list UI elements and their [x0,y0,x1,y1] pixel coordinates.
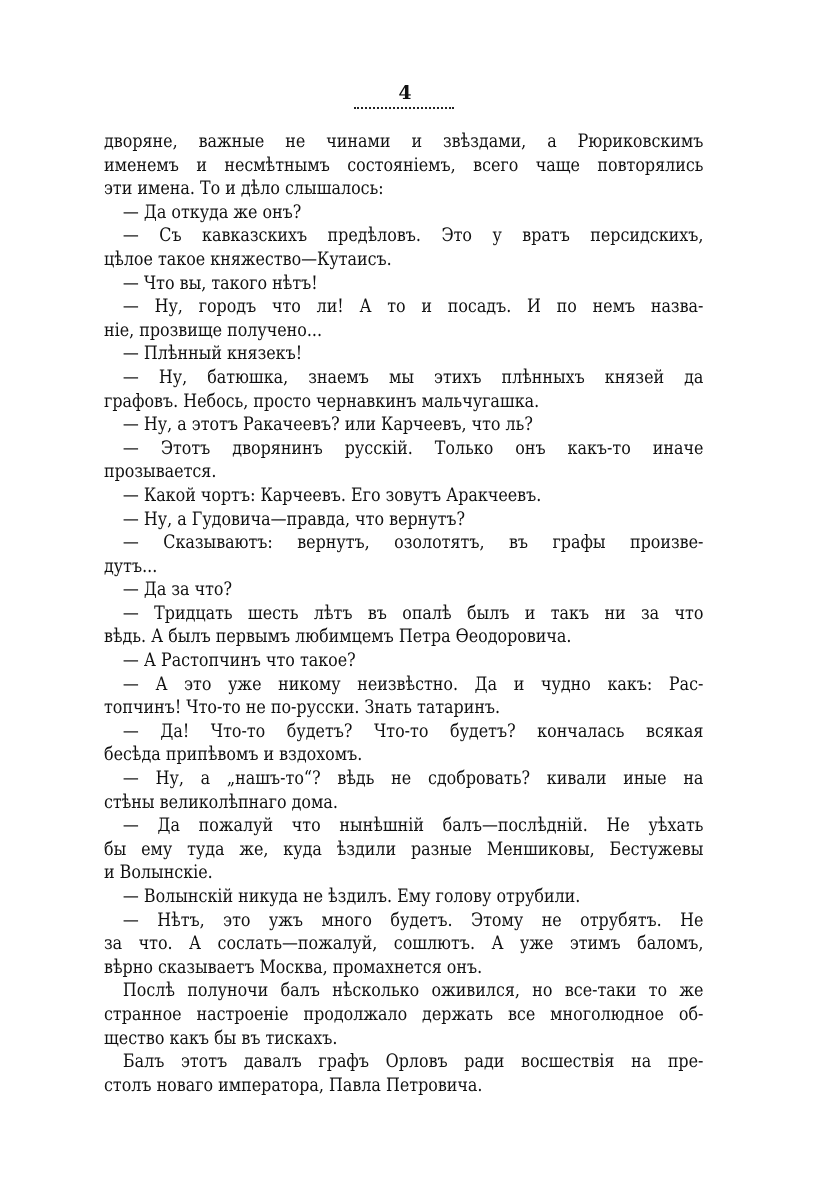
text-line: — Да пожалуй что нынѣшнiй балъ—послѣднiй. Не уѣхать [122,815,704,837]
text-line: — Ну, батюшка, знаемъ мы этихъ плѣнныхъ князей да [122,366,704,388]
text-line: за что. А сослать—пожалуй, сошлютъ. А уже этимъ баломъ, [104,933,704,955]
text-line: — Да откуда же онъ? [122,201,302,223]
text-line: странное настроенiе продолжало держать все многолюдное об- [104,1003,704,1025]
text-line: топчинъ! Что-то не по-русски. Знать татаринъ. [104,697,501,719]
text-line: Балъ этотъ давалъ графъ Орловъ ради восшествiя на пре- [122,1051,704,1073]
text-line: — Нѣтъ, это ужъ много будетъ. Этому не отрубятъ. Не [122,909,704,931]
text-line: — Тридцать шесть лѣтъ въ опалѣ былъ и такъ ни за что [122,602,704,624]
text-line: бы ему туда же, куда ѣздили разные Меншиковы, Бестужевы [104,838,704,860]
text-line: цѣлое такое княжество—Кутаисъ. [104,248,392,270]
text-line: — Да! Что-то будетъ? Что-то будетъ? кончалась всякая [122,720,704,742]
text-line: — Ну, а „нашъ-то“? вѣдь не сдобровать? кивали иные на [122,768,704,790]
page-text [104,130,704,1097]
text-line: нiе, прозвище получено... [104,319,323,341]
text-line: вѣрно сказываетъ Москва, промахнется онъ. [104,956,483,978]
text-line: графовъ. Небось, просто чернавкинъ мальчугашка. [104,390,540,412]
text-line: — Съ кавказскихъ предѣловъ. Это у вратъ персидскихъ, [122,225,704,247]
text-line: — Какой чортъ: Карчеевъ. Его зовутъ Аракчеевъ. [122,484,542,506]
text-line: — Волынскiй никуда не ѣздилъ. Ему голову отрубили. [122,886,581,907]
text-line: — Да за что? [122,579,233,601]
page-number: 4 [398,82,412,104]
text-line: дворяне, важные не чинами и звѣздами, а Рюриковскимъ [104,131,704,152]
text-line: — А это уже никому неизвѣстно. Да и чудно какъ: Рас- [122,673,704,695]
text-line: Послѣ полуночи балъ нѣсколько оживился, но все-таки то же [122,980,704,1002]
text-line: и Волынскiе. [104,862,213,884]
text-line: — Ну, городъ что ли! А то и посадъ. И по немъ назва- [122,296,704,318]
text-line: столъ новаго императора, Павла Петровича. [104,1074,483,1096]
text-line: — А Растопчинъ что такое? [122,650,356,672]
text-line: именемъ и несмѣтнымъ состоянiемъ, всего чаще повторялись [104,154,704,176]
dotted-rule [354,107,454,109]
text-line: — Плѣнный князекъ! [122,343,303,365]
text-line: стѣны великолѣпнаго дома. [104,791,338,813]
text-line: — Этотъ дворянинъ русскiй. Только онъ какъ-то иначе [122,437,704,459]
text-line: эти имена. То и дѣло слышалось: [104,178,384,200]
text-line: бесѣда припѣвомъ и вздохомъ. [104,744,363,766]
text-line: щество какъ бы въ тискахъ. [104,1027,338,1049]
text-line: — Сказываютъ: вернутъ, озолотятъ, въ графы произве- [122,532,704,554]
text-line: — Что вы, такого нѣтъ! [122,272,318,294]
text-line: дутъ... [104,555,158,577]
text-line: — Ну, а Гудовича—правда, что вернутъ? [122,508,466,530]
text-line: вѣдь. А былъ первымъ любимцемъ Петра Ѳеодоровича. [104,626,572,648]
text-line: — Ну, а этотъ Ракачеевъ? или Карчеевъ, что ль? [122,414,533,436]
text-line: прозывается. [104,461,217,483]
